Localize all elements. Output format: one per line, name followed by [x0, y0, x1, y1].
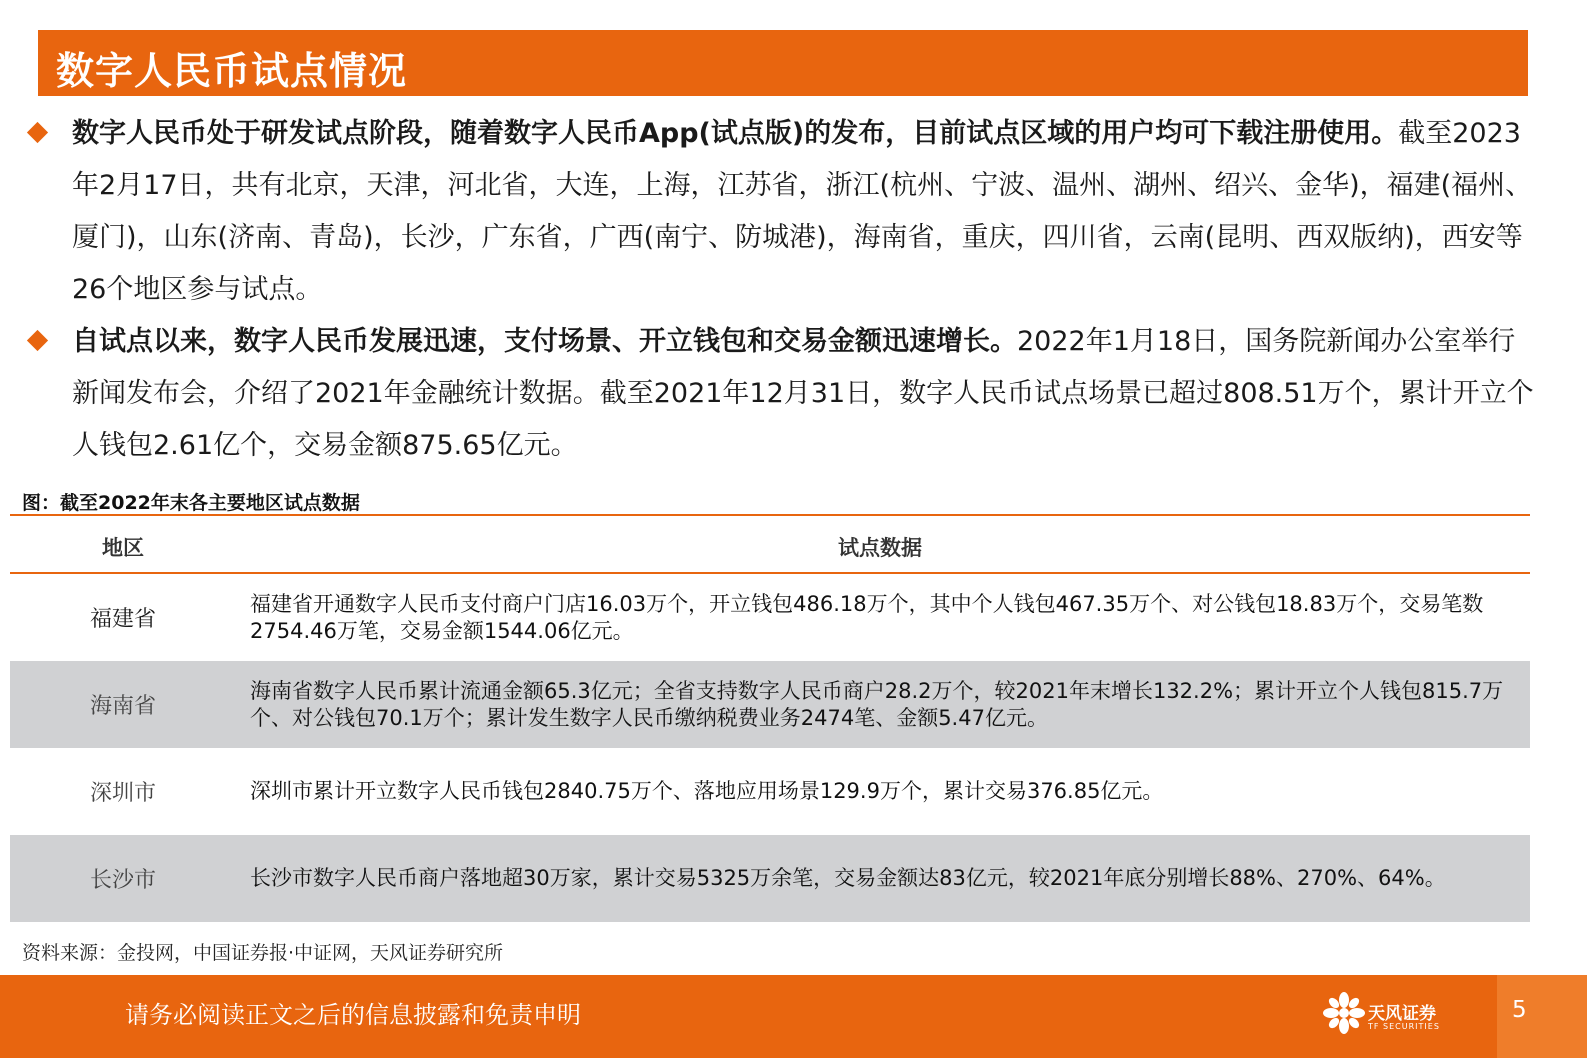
- table-row: [10, 748, 1530, 835]
- diamond-bullet-icon: [27, 122, 48, 143]
- company-logo: [1322, 989, 1462, 1043]
- bullet-item: [20, 316, 1540, 472]
- page-number-strip: [1497, 975, 1587, 1058]
- row-data: 深圳市累计开立数字人民币钱包2840.75万个、落地应用场景129.9万个，累计交易376.85亿元。: [250, 779, 1164, 803]
- bullet-paragraph: [72, 108, 1540, 316]
- title-bar: [38, 30, 1528, 96]
- source-note: 资料来源：金投网，中国证券报·中证网，天风证券研究所: [22, 942, 504, 964]
- table-header: [10, 516, 1530, 572]
- pilot-data-table: [10, 514, 1530, 922]
- bullet-body: 截至2023年2月17日，共有北京，天津，河北省，大连，上海，江苏省，浙江(杭州、宁波、温州、湖州、绍兴、金华)，福建(福州、厦门)，山东(济南、青岛)，长沙，广东省，广西(南宁、防城港)，海南省，重庆，四川省，云南(昆明、西双版纳)，西安等26个地区参与试点。: [72, 118, 1533, 305]
- table-row: [10, 835, 1530, 922]
- table-row: [10, 574, 1530, 661]
- logo-subtext: TF SECURITIES: [1368, 1022, 1440, 1031]
- disclaimer-text: 请务必阅读正文之后的信息披露和免责申明: [125, 1001, 581, 1029]
- figure-caption: 图：截至2022年末各主要地区试点数据: [22, 492, 360, 514]
- column-header-region: 地区: [102, 536, 144, 560]
- column-header-data: 试点数据: [838, 536, 922, 560]
- bullet-lead: 自试点以来，数字人民币发展迅速，支付场景、开立钱包和交易金额迅速增长。: [72, 326, 1017, 357]
- row-data: 海南省数字人民币累计流通金额65.3亿元；全省支持数字人民币商户28.2万个，较2021年末增长132.2%；累计开立个人钱包815.7万个、对公钱包70.1万个；累计发生数字人民币缴纳税费业务2474笔、金额5.47亿元。: [250, 678, 1504, 730]
- row-data: 福建省开通数字人民币支付商户门店16.03万个，开立钱包486.18万个，其中个人钱包467.35万个、对公钱包18.83万个，交易笔数2754.46万笔，交易金额1544.06亿元。: [250, 591, 1484, 643]
- page-title: 数字人民币试点情况: [56, 49, 408, 93]
- footer-bar: [0, 975, 1587, 1058]
- bullet-paragraph: [72, 316, 1540, 472]
- bullet-item: [20, 108, 1540, 316]
- diamond-bullet-icon: [27, 330, 48, 351]
- row-region: 长沙市: [90, 868, 157, 893]
- row-region: 深圳市: [90, 781, 157, 806]
- flower-logo-icon: [1322, 989, 1366, 1043]
- table-row: [10, 661, 1530, 748]
- row-data: 长沙市数字人民币商户落地超30万家，累计交易5325万余笔，交易金额达83亿元，较2021年底分别增长88%、270%、64%。: [250, 866, 1446, 890]
- bullet-lead: 数字人民币处于研发试点阶段，随着数字人民币App(试点版)的发布，目前试点区域的用户均可下载注册使用。: [72, 118, 1399, 149]
- bullet-body: 2022年1月18日，国务院新闻办公室举行新闻发布会，介绍了2021年金融统计数据。截至2021年12月31日，数字人民币试点场景已超过808.51万个，累计开立个人钱包2.61亿个，交易金额875.65亿元。: [72, 326, 1534, 461]
- logo-text: 天风证券: [1368, 1004, 1436, 1024]
- row-region: 福建省: [90, 607, 157, 632]
- row-region: 海南省: [90, 694, 157, 719]
- bullet-list: [20, 108, 1540, 472]
- page-number: 5: [1512, 997, 1527, 1023]
